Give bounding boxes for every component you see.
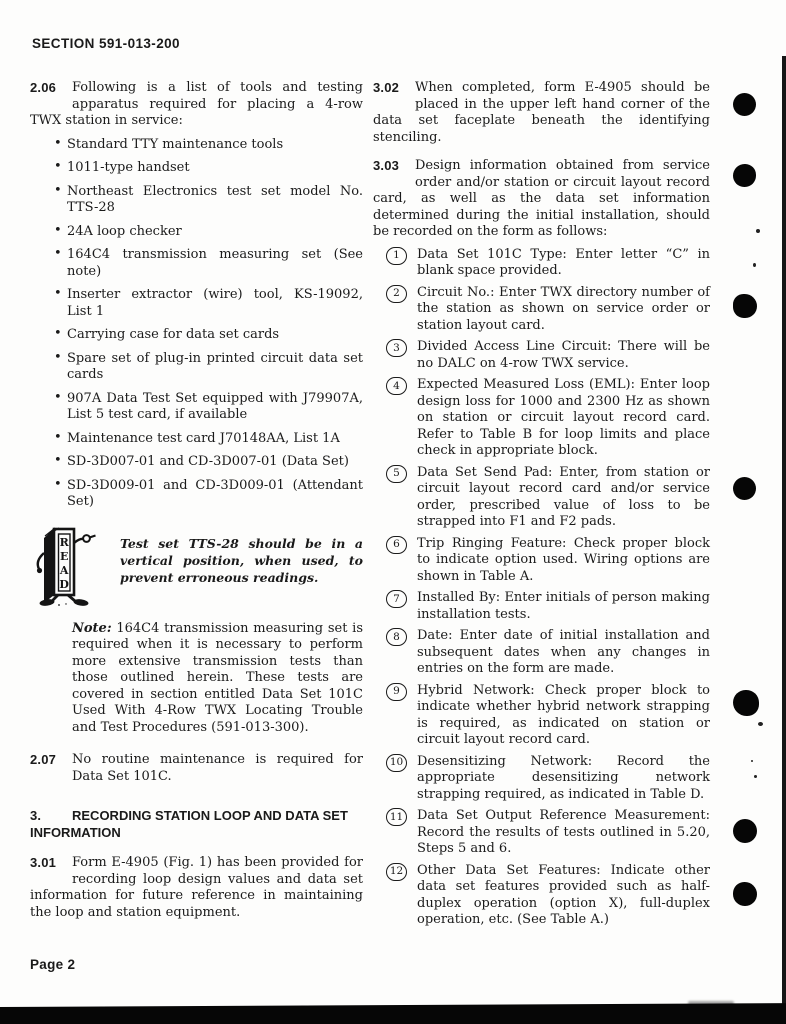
para-2-06 xyxy=(30,80,363,130)
item-text: Date: Enter date of initial installation and subsequent dates when any changes in entries on the form are made. xyxy=(417,628,710,676)
list-item xyxy=(373,339,710,372)
list-item xyxy=(30,247,363,280)
circled-number-icon: 7 xyxy=(386,590,407,608)
para-number: 2.07 xyxy=(30,752,57,767)
ink-speck xyxy=(754,775,757,778)
list-item-text: 164C4 transmission measuring set (See note) xyxy=(67,247,363,279)
punch-mark-dot xyxy=(733,93,756,116)
tools-list xyxy=(30,137,363,511)
punch-mark-dot xyxy=(733,690,759,716)
heading-number: 3. xyxy=(30,808,42,823)
bullet-icon: • xyxy=(54,349,62,365)
punch-mark-dot xyxy=(733,477,756,500)
circled-number-icon: 1 xyxy=(386,247,407,265)
bullet-icon: • xyxy=(54,222,62,238)
item-text: Hybrid Network: Check proper block to indicate whether hybrid network strapping is required, as indicated on station or circuit layout record card. xyxy=(417,682,710,747)
list-item xyxy=(373,754,710,804)
ink-speck xyxy=(753,263,756,267)
svg-text:R: R xyxy=(59,535,69,549)
circled-number-icon: 11 xyxy=(386,808,407,826)
para-number: 3.03 xyxy=(373,158,400,173)
list-item xyxy=(30,224,363,241)
form-entry-list xyxy=(373,247,710,929)
list-item xyxy=(30,478,363,511)
punch-mark-dot xyxy=(733,294,757,318)
list-item xyxy=(30,327,363,344)
page-number-label: Page 2 xyxy=(30,957,76,972)
list-item xyxy=(30,391,363,424)
svg-text:A: A xyxy=(59,563,69,577)
item-text: Expected Measured Loss (EML): Enter loop design loss for 1000 and 2300 Hz as shown on station or circuit layout record card. Refer to Table B for loop limits and place check in appropriate block. xyxy=(417,377,710,458)
list-item xyxy=(373,285,710,335)
para-3-01 xyxy=(30,855,363,921)
circled-number-icon: 12 xyxy=(386,863,407,881)
item-text: Circuit No.: Enter TWX directory number of the station as shown on service order or station layout card. xyxy=(417,284,710,333)
para-number: 3.02 xyxy=(373,80,400,95)
list-item xyxy=(30,287,363,320)
list-item xyxy=(30,454,363,471)
circled-number-icon: 8 xyxy=(386,628,407,646)
item-text: Data Set Output Reference Measurement: Record the results of tests outlined in 5.20, Steps 5 and 6. xyxy=(417,808,710,856)
list-item xyxy=(30,137,363,154)
para-text: Design information obtained from service order and/or station or circuit layout record card, as well as the data set information determined during the initial installation, should be recorded on the form as follows: xyxy=(373,158,710,239)
bullet-icon: • xyxy=(54,135,62,151)
note-text: 164C4 transmission measuring set is required when it is necessary to perform more extensive transmission tests than those outlined herein. These tests are covered in section entitled Data Set 101C Used With 4-Row TWX Locating Trouble and Test Procedures (591-013-300). xyxy=(72,620,363,735)
circled-number-icon: 10 xyxy=(386,754,407,772)
read-callout-text: Test set TTS-28 should be in a vertical position, when used, to prevent erroneous readings. xyxy=(120,535,363,585)
list-item xyxy=(373,863,710,929)
list-item-text: SD-3D009-01 and CD-3D009-01 (Attendant Set) xyxy=(67,477,363,509)
bullet-icon: • xyxy=(54,246,62,261)
list-item xyxy=(373,247,710,280)
para-number: 2.06 xyxy=(30,80,57,95)
list-item xyxy=(373,377,710,460)
circled-number-icon: 6 xyxy=(386,536,407,554)
item-text: Desensitizing Network: Record the appropriate desensitizing network strapping required, as indicated in Table D. xyxy=(417,753,710,802)
section-3-heading xyxy=(30,807,363,841)
para-2-07 xyxy=(30,752,363,785)
list-item-text: Maintenance test card J70148AA, List 1A xyxy=(67,430,340,446)
para-text: Form E-4905 (Fig. 1) has been provided for recording loop design values and data set information for future reference in maintaining the loop and station equipment. xyxy=(30,855,363,920)
item-text: Divided Access Line Circuit: There will be no DALC on 4-row TWX service. xyxy=(417,339,710,371)
circled-number-icon: 2 xyxy=(386,285,407,303)
section-header: SECTION 591-013-200 xyxy=(32,36,180,51)
list-item-text: Standard TTY maintenance tools xyxy=(67,136,284,152)
punch-mark-dot xyxy=(733,819,757,843)
circled-number-icon: 9 xyxy=(386,683,407,701)
list-item-text: SD-3D007-01 and CD-3D007-01 (Data Set) xyxy=(67,454,349,469)
list-item-text: Northeast Electronics test set model No. TTS-28 xyxy=(67,183,363,215)
svg-text:D: D xyxy=(59,577,69,591)
para-3-02 xyxy=(373,80,710,146)
item-text: Other Data Set Features: Indicate other data set features provided such as half-duplex operation (option X), full-duplex operation, etc. (See Table A.) xyxy=(417,862,710,927)
list-item xyxy=(30,184,363,217)
punch-mark-dot xyxy=(733,882,757,906)
item-text: Data Set Send Pad: Enter, from station or circuit layout record card and/or service order, prescribed value of loss to be strapped into F1 and F2 pads. xyxy=(417,464,710,529)
bullet-icon: • xyxy=(54,389,62,405)
para-text: No routine maintenance is required for Data Set 101C. xyxy=(72,752,363,784)
list-item xyxy=(373,628,710,678)
ink-speck xyxy=(758,722,763,726)
scan-edge-line xyxy=(782,56,786,1012)
bullet-icon: • xyxy=(54,159,62,174)
bullet-icon: • xyxy=(54,326,62,341)
item-text: Trip Ringing Feature: Check proper block to indicate option used. Wiring options are shown in Table A. xyxy=(417,535,710,584)
bullet-icon: • xyxy=(54,476,62,492)
read-mascot-icon xyxy=(30,525,96,607)
list-item xyxy=(373,465,710,531)
circled-number-icon: 5 xyxy=(386,465,407,483)
circled-number-icon: 3 xyxy=(386,339,407,357)
read-callout xyxy=(30,525,363,607)
para-3-03 xyxy=(373,158,710,241)
svg-text:E: E xyxy=(60,549,69,563)
list-item-text: 24A loop checker xyxy=(67,223,182,239)
scan-edge-bar xyxy=(0,1003,786,1024)
ink-speck xyxy=(751,760,753,762)
list-item xyxy=(373,683,710,749)
note-paragraph xyxy=(72,621,363,737)
left-column xyxy=(30,80,363,921)
list-item xyxy=(373,536,710,586)
list-item xyxy=(30,351,363,384)
note-label: Note: xyxy=(72,620,112,636)
list-item xyxy=(373,590,710,623)
list-item-text: Spare set of plug-in printed circuit data set cards xyxy=(67,350,363,382)
list-item-text: Carrying case for data set cards xyxy=(67,327,280,342)
bullet-icon: • xyxy=(54,182,62,198)
list-item xyxy=(30,431,363,448)
item-text: Data Set 101C Type: Enter letter “C” in blank space provided. xyxy=(417,246,710,278)
item-text: Installed By: Enter initials of person making installation tests. xyxy=(417,590,710,622)
list-item xyxy=(30,160,363,177)
para-text: When completed, form E-4905 should be placed in the upper left hand corner of the data set faceplate beneath the identifying stenciling. xyxy=(373,80,710,145)
heading-text: RECORDING STATION LOOP AND DATA SET INFORMATION xyxy=(30,808,348,840)
para-text: Following is a list of tools and testing apparatus required for placing a 4-row TWX station in service: xyxy=(30,80,363,128)
para-number: 3.01 xyxy=(30,855,57,870)
list-item-text: 907A Data Test Set equipped with J79907A, List 5 test card, if available xyxy=(67,390,363,422)
list-item-text: 1011-type handset xyxy=(67,160,190,175)
bullet-icon: • xyxy=(54,286,62,301)
circled-number-icon: 4 xyxy=(386,377,407,395)
bullet-icon: • xyxy=(54,453,62,468)
list-item xyxy=(373,808,710,858)
list-item-text: Inserter extractor (wire) tool, KS-19092, List 1 xyxy=(67,287,363,319)
bullet-icon: • xyxy=(54,429,62,445)
punch-mark-dot xyxy=(733,164,756,187)
right-column xyxy=(373,80,710,934)
ink-speck xyxy=(756,229,760,233)
